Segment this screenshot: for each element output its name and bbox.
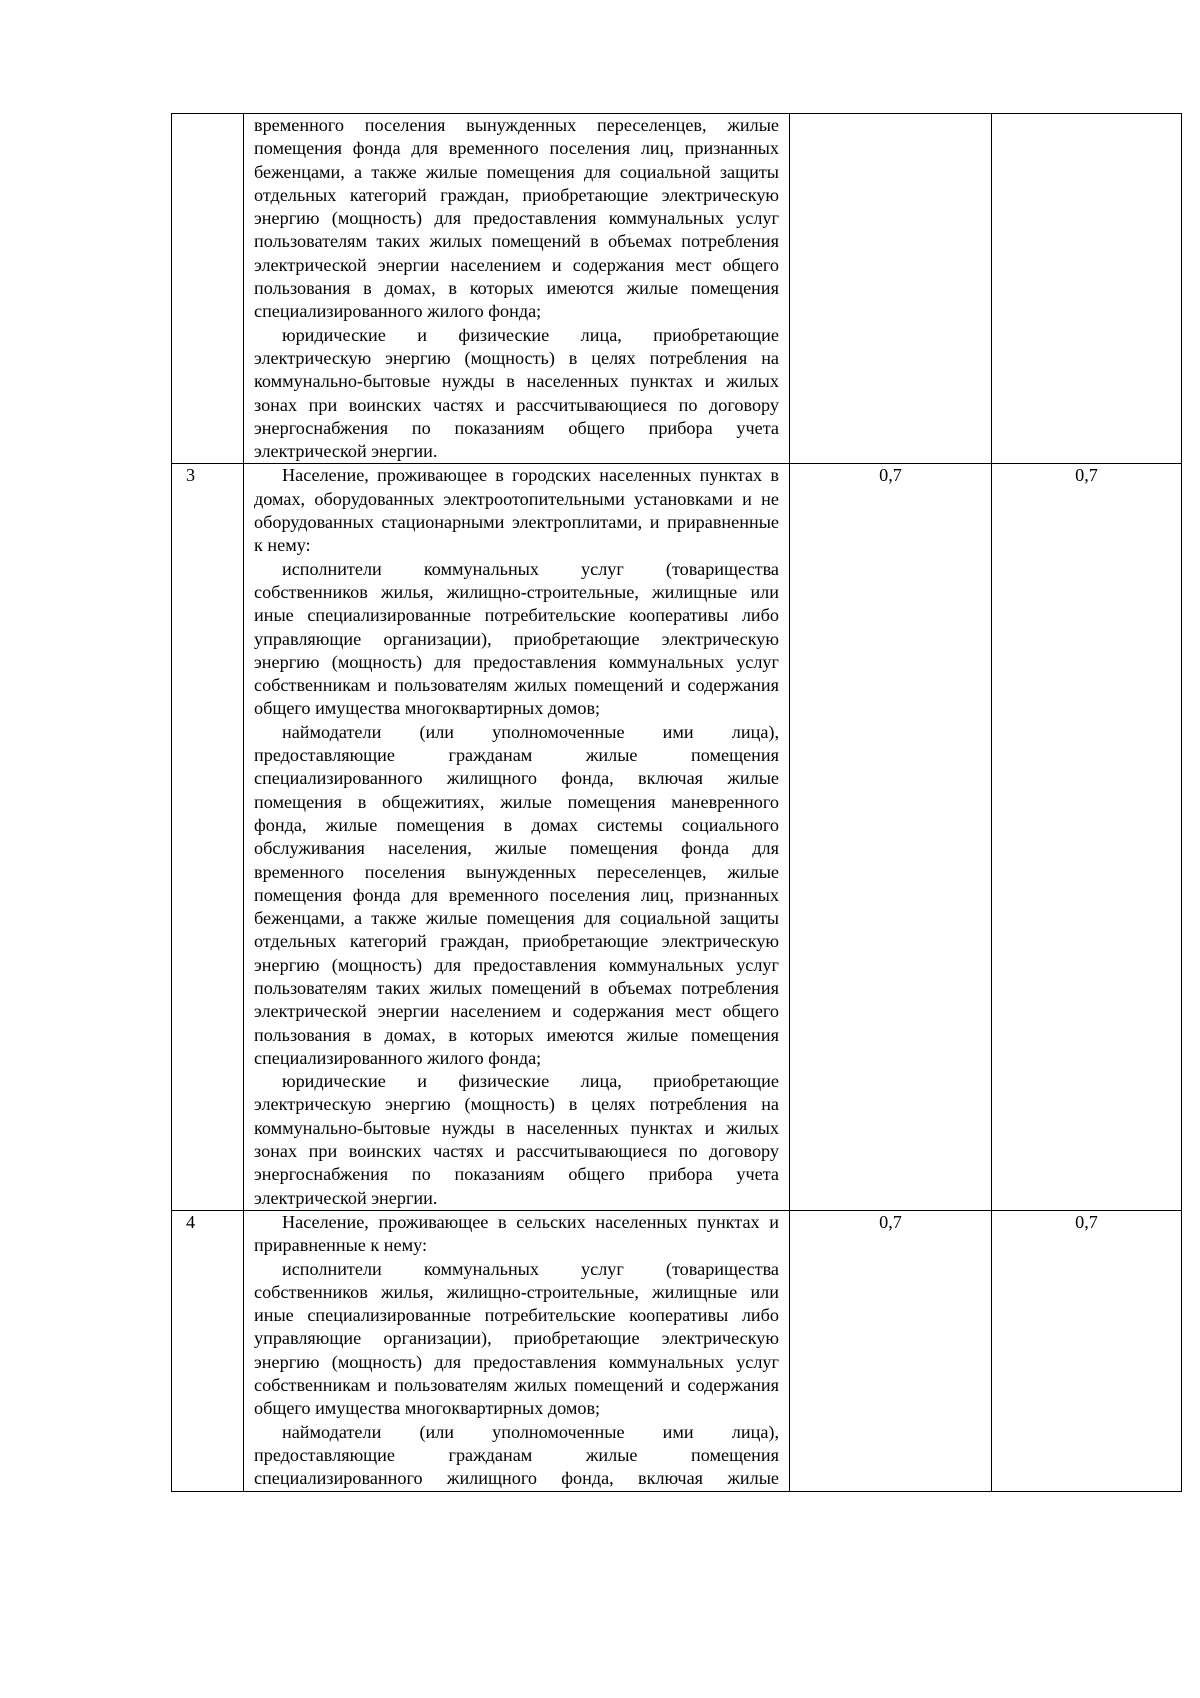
row-value-1: 0,7 xyxy=(790,1210,992,1491)
row-value-1: 0,7 xyxy=(790,464,992,1211)
table-row xyxy=(172,1210,1182,1491)
row-description xyxy=(244,464,790,1211)
paragraph: наймодатели (или уполномоченные ими лица), предоставляющие гражданам жилые помещения специализированного жилищного фонда, включая жилые помещения в общежитиях, жилые помещения маневренного фонда, жилые помещения в домах системы социального обслуживания населения, жилые помещения фонда для временного поселения вынужденных переселенцев, жилые помещения фонда для временного поселения лиц, признанных беженцами, а также жилые помещения для социальной защиты отдельных категорий граждан, приобретающие электрическую энергию (мощность) для предоставления коммунальных услуг пользователям таких жилых помещений в объемах потребления электрической энергии населением и содержания мест общего пользования в домах, в которых имеются жилые помещения специализированного жилого фонда; xyxy=(254,721,779,1068)
row-description xyxy=(244,1210,790,1491)
row-number: 3 xyxy=(172,464,244,1211)
paragraph: временного поселения вынужденных переселенцев, жилые помещения фонда для временного поселения лиц, признанных беженцами, а также жилые помещения для социальной защиты отдельных категорий граждан, приобретающие электрическую энергию (мощность) для предоставления коммунальных услуг пользователям таких жилых помещений в объемах потребления электрической энергии населением и содержания мест общего пользования в домах, в которых имеются жилые помещения специализированного жилого фонда; xyxy=(254,115,779,322)
table-row xyxy=(172,464,1182,1211)
table-row xyxy=(172,114,1182,464)
row-value-2: 0,7 xyxy=(992,464,1182,1211)
paragraph: наймодатели (или уполномоченные ими лица), предоставляющие гражданам жилые помещения специализированного жилищного фонда, включая жилые xyxy=(254,1421,779,1489)
row-description xyxy=(244,114,790,464)
row-number: 4 xyxy=(172,1210,244,1491)
paragraph: Население, проживающее в сельских населенных пунктах и приравненные к нему: xyxy=(254,1211,779,1256)
row-value-2 xyxy=(992,114,1182,464)
paragraph: исполнители коммунальных услуг (товарищества собственников жилья, жилищно-строительные, жилищные или иные специализированные потребительские кооперативы либо управляющие организации), приобретающие электрическую энергию (мощность) для предоставления коммунальных услуг собственникам и пользователям жилых помещений и содержания общего имущества многоквартирных домов; xyxy=(254,558,779,719)
row-value-1 xyxy=(790,114,992,464)
paragraph: исполнители коммунальных услуг (товарищества собственников жилья, жилищно-строительные, жилищные или иные специализированные потребительские кооперативы либо управляющие организации), приобретающие электрическую энергию (мощность) для предоставления коммунальных услуг собственникам и пользователям жилых помещений и содержания общего имущества многоквартирных домов; xyxy=(254,1258,779,1419)
row-value-2: 0,7 xyxy=(992,1210,1182,1491)
paragraph: юридические и физические лица, приобретающие электрическую энергию (мощность) в целях потребления на коммунально-бытовые нужды в населенных пунктах и жилых зонах при воинских частях и рассчитывающиеся по договору энергоснабжения по показаниям общего прибора учета электрической энергии. xyxy=(254,324,779,462)
tariff-table xyxy=(171,113,1182,1492)
paragraph: Население, проживающее в городских населенных пунктах в домах, оборудованных электроотопительными установками и не оборудованных стационарными электроплитами, и приравненные к нему: xyxy=(254,465,779,556)
paragraph: юридические и физические лица, приобретающие электрическую энергию (мощность) в целях потребления на коммунально-бытовые нужды в населенных пунктах и жилых зонах при воинских частях и рассчитывающиеся по договору энергоснабжения по показаниям общего прибора учета электрической энергии. xyxy=(254,1071,779,1208)
row-number xyxy=(172,114,244,464)
